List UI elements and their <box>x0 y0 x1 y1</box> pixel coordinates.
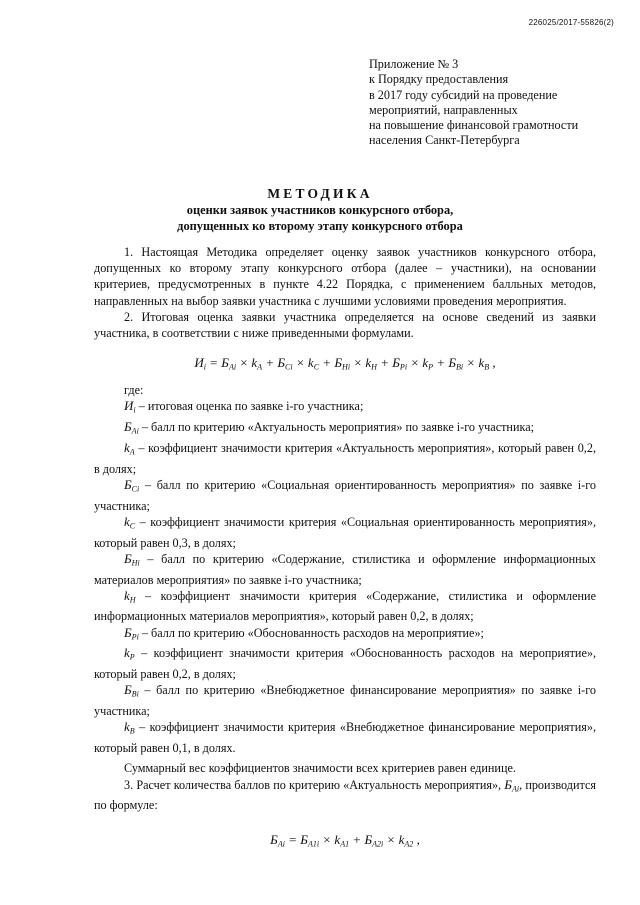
formula1-times: × <box>407 355 423 371</box>
symbol-subscript: Hi <box>131 558 140 568</box>
symbol-subscript: i <box>133 405 136 415</box>
symbol-subscript: A <box>257 362 263 372</box>
symbol-subscript: Bi <box>131 690 139 700</box>
symbol-subscript: H <box>371 362 377 372</box>
symbol: Б <box>300 831 308 847</box>
formula1-tail: , <box>489 355 496 371</box>
symbol: k <box>307 355 314 371</box>
appendix-header <box>369 57 578 149</box>
definition-item <box>94 625 596 646</box>
subtitle-line-1: оценки заявок участников конкурсного отбора, <box>186 203 454 217</box>
symbol-subscript: A2 <box>404 839 414 849</box>
symbol-subscript: A2i <box>372 839 384 849</box>
symbol: k <box>251 355 258 371</box>
definition-text: – балл по критерию «Внебюджетное финансирование мероприятия» по заявке i-го участника; <box>94 683 596 719</box>
symbol: Б <box>221 355 229 371</box>
formula1-plus: + <box>262 355 278 371</box>
formula1-times: × <box>236 355 252 371</box>
paragraph-3-tail: , производится по формуле: <box>94 777 596 813</box>
formula1-score-term <box>448 355 463 370</box>
formula2-tail: , <box>413 831 420 847</box>
symbol: k <box>422 355 429 371</box>
definition-item <box>94 551 596 588</box>
formula2-times: × <box>319 831 335 847</box>
paragraph-3-text: 3. Расчет количества баллов по критерию «Актуальность мероприятия», <box>124 777 502 792</box>
document-body <box>94 244 596 852</box>
where-label: где: <box>124 383 144 397</box>
symbol: Б <box>392 355 400 371</box>
definition-symbol <box>124 477 139 492</box>
formula2-coef-term <box>334 832 349 847</box>
subtitle-line-2: допущенных ко второму этапу конкурсного отбора <box>177 218 463 233</box>
formula2-lhs <box>270 832 285 847</box>
symbol: k <box>124 439 130 455</box>
symbol-subscript: H <box>129 595 136 605</box>
definition-symbol <box>124 440 135 455</box>
symbol: Б <box>124 550 132 566</box>
symbol-subscript: B <box>129 727 135 737</box>
appendix-line: мероприятий, направленных <box>369 102 518 117</box>
definition-symbol <box>124 514 135 529</box>
formula2-equals: = <box>285 831 301 847</box>
definition-text: – балл по критерию «Содержание, стилистика и оформление информационных материалов мероприятия» по заявке i-го участника; <box>94 551 596 587</box>
formula1-plus: + <box>433 355 449 371</box>
formula1-coef-term <box>365 355 377 370</box>
symbol: Б <box>270 831 278 847</box>
total-score-formula <box>94 355 596 376</box>
definition-symbol <box>124 645 135 663</box>
formula1-times: × <box>350 355 366 371</box>
formula2-score-term <box>364 832 383 847</box>
definition-item <box>94 719 596 756</box>
symbol-subscript: i <box>203 362 206 372</box>
formula2-coef-term <box>399 832 414 847</box>
formula2-plus: + <box>349 831 365 847</box>
definitions-list <box>94 398 596 756</box>
paragraph-3 <box>94 777 596 814</box>
symbol-subscript: A1 <box>340 839 350 849</box>
definition-symbol <box>124 682 139 700</box>
symbol: k <box>398 831 405 847</box>
symbol: Б <box>448 355 457 371</box>
symbol: Б <box>124 624 132 640</box>
definition-text: – балл по критерию «Актуальность мероприятия» по заявке i-го участника; <box>138 419 535 434</box>
symbol-subscript: Ai <box>228 362 237 372</box>
symbol: k <box>124 719 130 735</box>
paragraph-2: 2. Итоговая оценка заявки участника определяется на основе сведений из заявки участника, в соответствии с ниже приведенными формулами. <box>94 309 596 341</box>
formula1-plus: + <box>376 355 393 371</box>
definition-item <box>94 588 596 625</box>
definition-symbol <box>124 419 139 434</box>
formula1-coef-term <box>308 355 319 370</box>
symbol: И <box>124 398 134 414</box>
definition-text: – коэффициент значимости критерия «Социальная ориентированность мероприятия», который равен 0,3, в долях; <box>94 514 596 550</box>
relevance-score-formula <box>94 832 596 853</box>
formula1-coef-term <box>251 355 262 370</box>
formula1-score-term <box>334 355 350 370</box>
formula1-coef-term <box>478 355 489 370</box>
formula1-score-term <box>221 355 236 370</box>
definition-text: – коэффициент значимости критерия «Актуальность мероприятия», который равен 0,2, в долях; <box>94 440 596 476</box>
definition-text: – коэффициент значимости критерия «Обоснованность расходов на мероприятие», который равен 0,2, в долях; <box>94 646 596 682</box>
symbol-subscript: A <box>129 447 135 457</box>
symbol-subscript: C <box>129 521 136 531</box>
definition-text: – коэффициент значимости критерия «Внебюджетное финансирование мероприятия», который равен 0,1, в долях. <box>94 720 596 756</box>
definition-symbol <box>124 625 139 640</box>
formula1-score-term <box>392 355 407 370</box>
appendix-line: на повышение финансовой грамотности <box>369 118 579 133</box>
symbol: И <box>194 355 204 371</box>
symbol: k <box>124 587 130 603</box>
symbol-subscript: B <box>484 362 490 372</box>
appendix-line: Приложение № 3 <box>369 57 459 71</box>
definition-item <box>94 440 596 477</box>
paragraph-1: 1. Настоящая Методика определяет оценку заявок участников конкурсного отбора, допущенных ко второму этапу конкурсного отбора (далее – участники), на основании критериев, предусмотренных в пункте 4.22 Порядка, с применением балльных методов, направленных на выбор заявки участника с лучшими условиями проведения мероприятия. <box>94 245 596 308</box>
symbol: Б <box>504 776 512 792</box>
symbol: k <box>124 513 130 529</box>
formula1-equals: = <box>205 355 222 371</box>
symbol-subscript: Bi <box>456 362 464 372</box>
symbol-subscript: P <box>428 362 434 372</box>
document-title: МЕТОДИКА <box>267 186 373 201</box>
symbol-subscript: Ai <box>511 784 520 794</box>
symbol: Б <box>334 355 343 371</box>
symbol: k <box>365 355 372 371</box>
formula1-lhs <box>194 355 206 370</box>
definition-item <box>94 682 596 719</box>
definition-symbol <box>124 398 136 413</box>
definition-item <box>94 645 596 682</box>
symbol: Б <box>124 418 132 434</box>
symbol-subscript: Ci <box>131 484 140 494</box>
symbol-subscript: Ci <box>285 362 293 372</box>
definition-text: – итоговая оценка по заявке i-го участника; <box>135 399 364 414</box>
definition-symbol <box>124 719 135 737</box>
symbol: Б <box>277 355 286 371</box>
symbol: Б <box>124 476 132 492</box>
definition-symbol <box>124 588 136 603</box>
definition-text: – балл по критерию «Обоснованность расходов на мероприятие»; <box>138 625 484 640</box>
appendix-line: населения Санкт-Петербурга <box>369 133 520 148</box>
appendix-line: к Порядку предоставления <box>369 72 509 87</box>
symbol-subscript: Hi <box>342 362 351 372</box>
formula1-coef-term <box>422 355 433 370</box>
symbol-subscript: Ai <box>277 839 285 849</box>
definition-item <box>94 398 596 419</box>
symbol: Б <box>124 682 132 698</box>
definition-item <box>94 477 596 514</box>
formula1-score-term <box>277 355 292 370</box>
document-subtitle <box>0 203 640 234</box>
definition-text: – коэффициент значимости критерия «Содержание, стилистика и оформление информационных материалов мероприятия», который равен 0,2, в долях; <box>94 588 596 624</box>
document-id: 226025/2017-55826(2) <box>528 18 614 27</box>
symbol-subscript: A1i <box>307 839 320 849</box>
definition-item <box>94 514 596 551</box>
formula1-times: × <box>463 355 479 371</box>
symbol: k <box>124 645 130 661</box>
formula2-times: × <box>383 831 399 847</box>
symbol-subscript: Ai <box>131 426 139 436</box>
symbol-subscript: P <box>129 653 135 663</box>
formula2-score-term <box>300 832 319 847</box>
symbol: k <box>334 831 341 847</box>
appendix-line: в 2017 году субсидий на проведение <box>369 87 558 102</box>
symbol-subscript: Pi <box>131 632 139 642</box>
definition-text: – балл по критерию «Социальная ориентированность мероприятия» по заявке i-го участника; <box>94 477 596 513</box>
definition-item <box>94 419 596 440</box>
inline-symbol <box>504 777 519 792</box>
weights-sum-note: Суммарный вес коэффициентов значимости всех критериев равен единице. <box>124 761 516 776</box>
symbol: k <box>478 355 485 371</box>
formula1-times: × <box>292 355 308 371</box>
symbol: Б <box>364 831 373 847</box>
definition-symbol <box>124 551 140 566</box>
symbol-subscript: Pi <box>399 362 408 372</box>
formula1-plus: + <box>319 355 335 371</box>
symbol-subscript: C <box>313 362 320 372</box>
